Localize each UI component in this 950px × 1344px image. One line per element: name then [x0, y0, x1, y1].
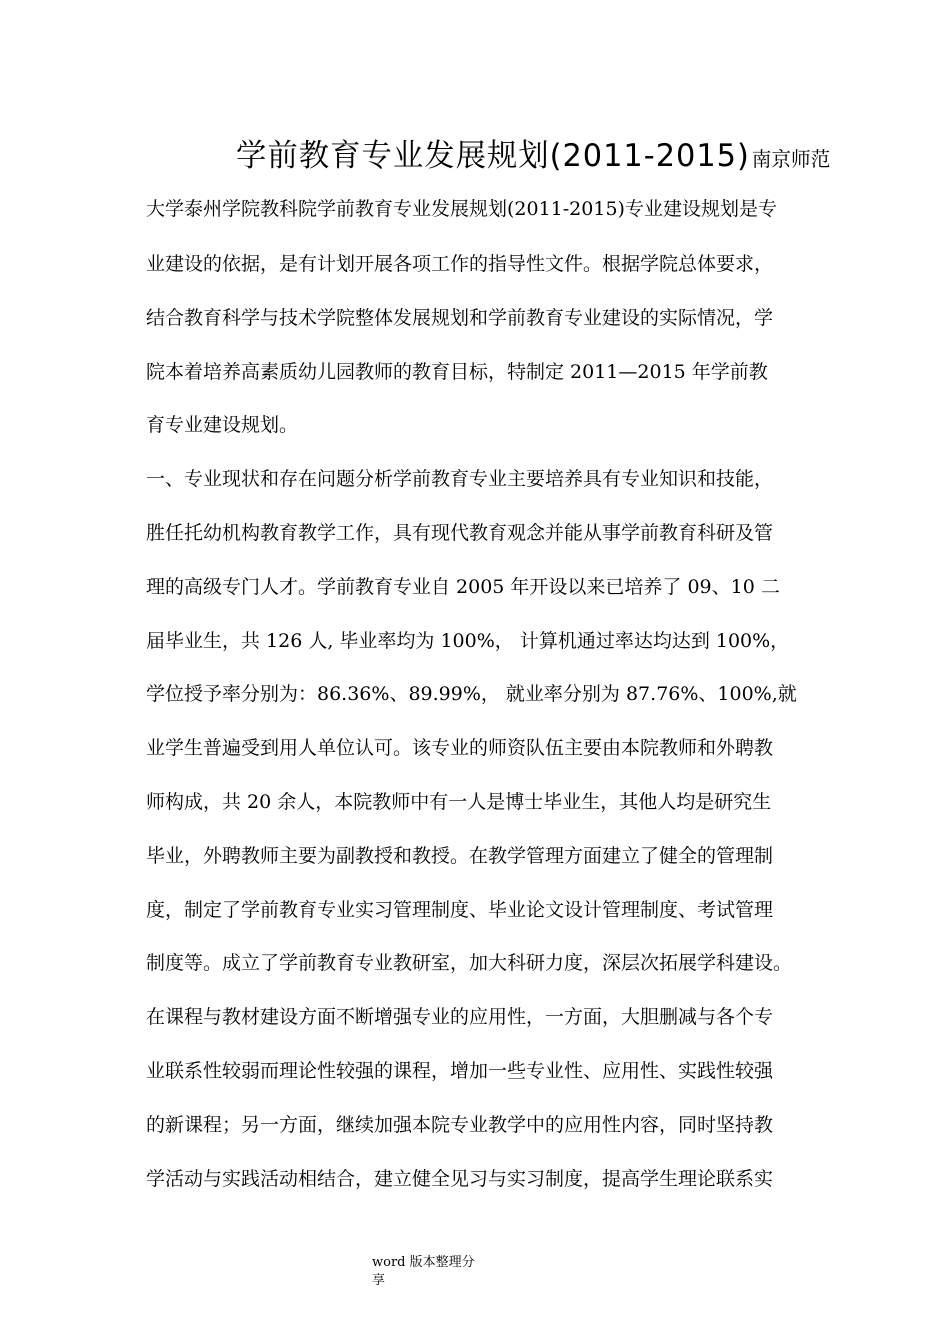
body-line: 业联系性较弱而理论性较强的课程，增加一些专业性、应用性、实践性较强 [146, 1060, 774, 1082]
body-line: 的新课程；另一方面，继续加强本院专业教学中的应用性内容，同时坚持教 [146, 1114, 774, 1136]
body-line: 学位授予率分别为：86.36%、89.99%， 就业率分别为 87.76%、100%,就 [146, 683, 797, 705]
footer-line: word 版本整理分 [372, 1255, 475, 1270]
body-line: 大学泰州学院教科院学前教育专业发展规划(2011-2015)专业建设规划是专 [146, 198, 777, 220]
body-line: 在课程与教材建设方面不断增强专业的应用性，一方面，大胆删减与各个专 [146, 1006, 774, 1028]
title-main: 学前教育专业发展规划(2011-2015) [236, 138, 750, 174]
body-line: 业建设的依据，是有计划开展各项工作的指导性文件。根据学院总体要求， [146, 253, 774, 275]
title-sub: 南京师范 [751, 147, 831, 171]
body-line: 届毕业生，共 126 人, 毕业率均为 100%， 计算机通过率达均达到 100%， [146, 630, 790, 652]
body-line: 制度等。成立了学前教育专业教研室，加大科研力度，深层次拓展学科建设。 [146, 952, 793, 974]
document-title [236, 130, 830, 175]
body-line: 度，制定了学前教育专业实习管理制度、毕业论文设计管理制度、考试管理 [146, 899, 774, 921]
section-heading-line: 一、专业现状和存在问题分析学前教育专业主要培养具有专业知识和技能， [146, 468, 774, 490]
body-line: 理的高级专门人才。学前教育专业自 2005 年开设以来已培养了 09、10 二 [146, 576, 780, 598]
page-footer [372, 1254, 482, 1290]
body-line: 师构成，共 20 余人，本院教师中有一人是博士毕业生，其他人均是研究生 [146, 791, 772, 813]
body-line: 毕业，外聘教师主要为副教授和教授。在教学管理方面建立了健全的管理制 [146, 845, 774, 867]
body-line: 院本着培养高素质幼儿园教师的教育目标，特制定 2011—2015 年学前教 [146, 361, 768, 383]
body-line: 业学生普遍受到用人单位认可。该专业的师资队伍主要由本院教师和外聘教 [146, 737, 774, 759]
body-line: 学活动与实践活动相结合，建立健全见习与实习制度，提高学生理论联系实 [146, 1168, 774, 1190]
body-line: 胜任托幼机构教育教学工作，具有现代教育观念并能从事学前教育科研及管 [146, 522, 774, 544]
body-line: 育专业建设规划。 [146, 414, 299, 436]
footer-line: 享 [372, 1273, 386, 1288]
body-line: 结合教育科学与技术学院整体发展规划和学前教育专业建设的实际情况，学 [146, 307, 774, 329]
